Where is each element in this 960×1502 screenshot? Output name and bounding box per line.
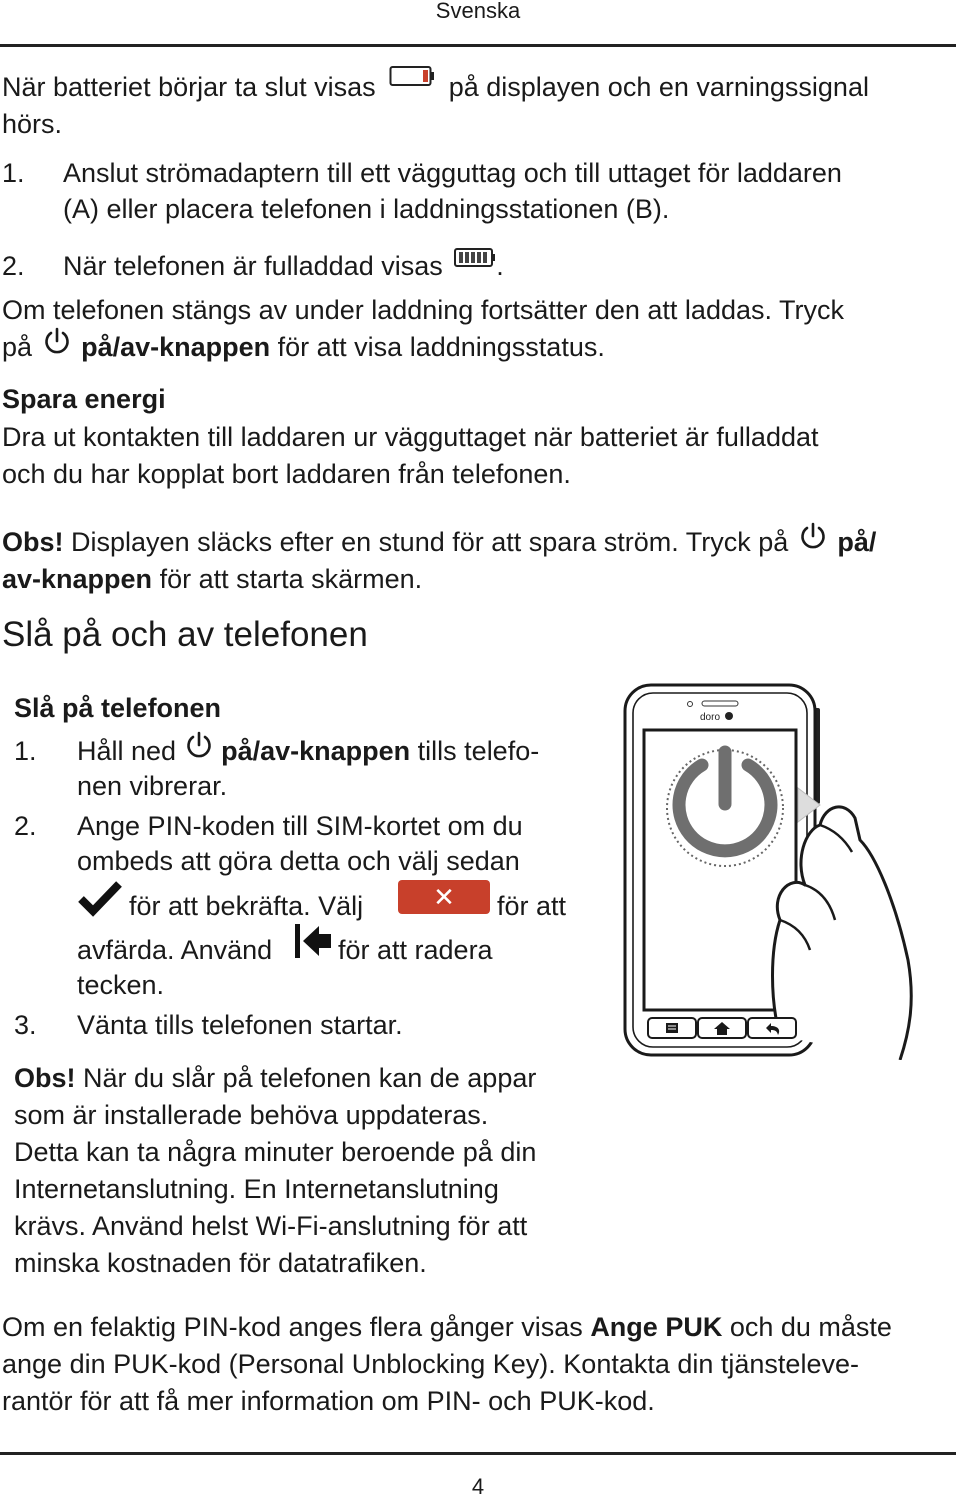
menu-icon: [666, 1023, 678, 1033]
step1-line1: Anslut strömadaptern till ett vägguttag och till uttaget för laddaren: [63, 158, 842, 188]
top-divider: [0, 44, 956, 47]
section-subtitle: Slå på telefonen: [14, 693, 222, 723]
s1-line1: [77, 733, 539, 770]
power-key-label-part1: på/: [837, 527, 877, 557]
s1-line2: nen vibrerar.: [77, 771, 228, 801]
power-icon: [184, 730, 214, 770]
step2-text: När telefonen är fulladdad visas: [63, 251, 443, 281]
charging-off-line1: Om telefonen stängs av under laddning fortsätter den att laddas. Tryck: [2, 295, 844, 325]
puk-text-b: och du måste: [729, 1312, 892, 1342]
cancel-x-symbol: ✕: [398, 880, 490, 914]
off-pa-text: på: [2, 332, 33, 362]
step2-line: [63, 248, 504, 285]
s2-line4: avfärda. Använd: [77, 935, 273, 965]
phone-illustration: [620, 680, 930, 1060]
step-number: 2.: [14, 811, 37, 841]
step-number: 1.: [14, 736, 37, 766]
off-rest-text: för att visa laddningsstatus.: [277, 332, 605, 362]
puk-line2: ange din PUK-kod (Personal Unblocking Key). Kontakta din tjänsteleve-: [2, 1349, 859, 1379]
note2-text: När du slår på telefonen kan de appar: [83, 1063, 537, 1093]
note1-line2: [2, 561, 422, 598]
battery-low-line: [2, 69, 869, 106]
puk-text-a: Om en felaktig PIN-kod anges flera gånger visas: [2, 1312, 583, 1342]
puk-line1: [2, 1309, 892, 1346]
note2-line1: [14, 1060, 536, 1097]
puk-line3: rantör för att få mer information om PIN- och PUK-kod.: [2, 1386, 655, 1416]
power-key-label: på/av-knappen: [81, 332, 271, 362]
note-label: Obs!: [2, 527, 64, 557]
s1-text-a: Håll ned: [77, 736, 177, 766]
step-number: 1.: [2, 158, 25, 188]
note1-line1: [2, 524, 876, 561]
backspace-icon: [293, 922, 333, 965]
note1-rest: för att starta skärmen.: [159, 564, 423, 594]
power-key-label-part2: av-knappen: [2, 564, 153, 594]
battery-low-text-before: När batteriet börjar ta slut visas: [2, 72, 376, 102]
s2-line4-end: för att radera: [338, 935, 493, 965]
battery-low-icon: [389, 62, 435, 99]
note2-line3: Detta kan ta några minuter beroende på din: [14, 1137, 537, 1167]
bottom-divider: [0, 1452, 956, 1455]
battery-low-text-after: på displayen och en varningssignal: [448, 72, 869, 102]
charging-off-line2: [2, 329, 605, 366]
note-label: Obs!: [14, 1063, 76, 1093]
s3-line: Vänta tills telefonen startar.: [77, 1010, 403, 1040]
save-energy-heading: Spara energi: [2, 384, 166, 414]
cancel-x-icon: [398, 880, 490, 914]
power-icon: [42, 326, 72, 366]
s1-text-b: tills telefo-: [417, 736, 540, 766]
note1-text: Displayen släcks efter en stund för att spara ström. Tryck på: [71, 527, 789, 557]
power-icon: [798, 521, 828, 561]
power-key-label: på/av-knappen: [221, 736, 411, 766]
battery-low-line2: hörs.: [2, 109, 63, 139]
step1-line2: (A) eller placera telefonen i laddningsstationen (B).: [63, 194, 670, 224]
s2-line2: ombeds att göra detta och välj sedan: [77, 846, 520, 876]
note2-line2: som är installerade behöva uppdateras.: [14, 1100, 489, 1130]
step-number: 3.: [14, 1010, 37, 1040]
battery-full-icon: [454, 242, 496, 279]
step-number: 2.: [2, 251, 25, 281]
s2-line1: Ange PIN-koden till SIM-kortet om du: [77, 811, 523, 841]
section-title: Slå på och av telefonen: [2, 615, 368, 654]
save-energy-line2: och du har kopplat bort laddaren från telefonen.: [2, 459, 571, 489]
language-label: Svenska: [435, 0, 521, 23]
s2-line3: för att bekräfta. Välj: [129, 891, 364, 921]
save-energy-line1: Dra ut kontakten till laddaren ur vägguttaget när batteriet är fulladdat: [2, 422, 819, 452]
step2-period: .: [496, 251, 504, 281]
page-number: 4: [471, 1474, 485, 1499]
s2-line5: tecken.: [77, 970, 165, 1000]
note2-line4: Internetanslutning. En Internetanslutning: [14, 1174, 499, 1204]
puk-prompt-label: Ange PUK: [590, 1312, 723, 1342]
note2-line5: krävs. Använd helst Wi-Fi-anslutning för att: [14, 1211, 528, 1241]
note2-line6: minska kostnaden för datatrafiken.: [14, 1248, 427, 1278]
checkmark-icon: [78, 880, 122, 923]
s2-line3-end: för att: [497, 891, 567, 921]
brand-logo: doro: [700, 712, 721, 723]
